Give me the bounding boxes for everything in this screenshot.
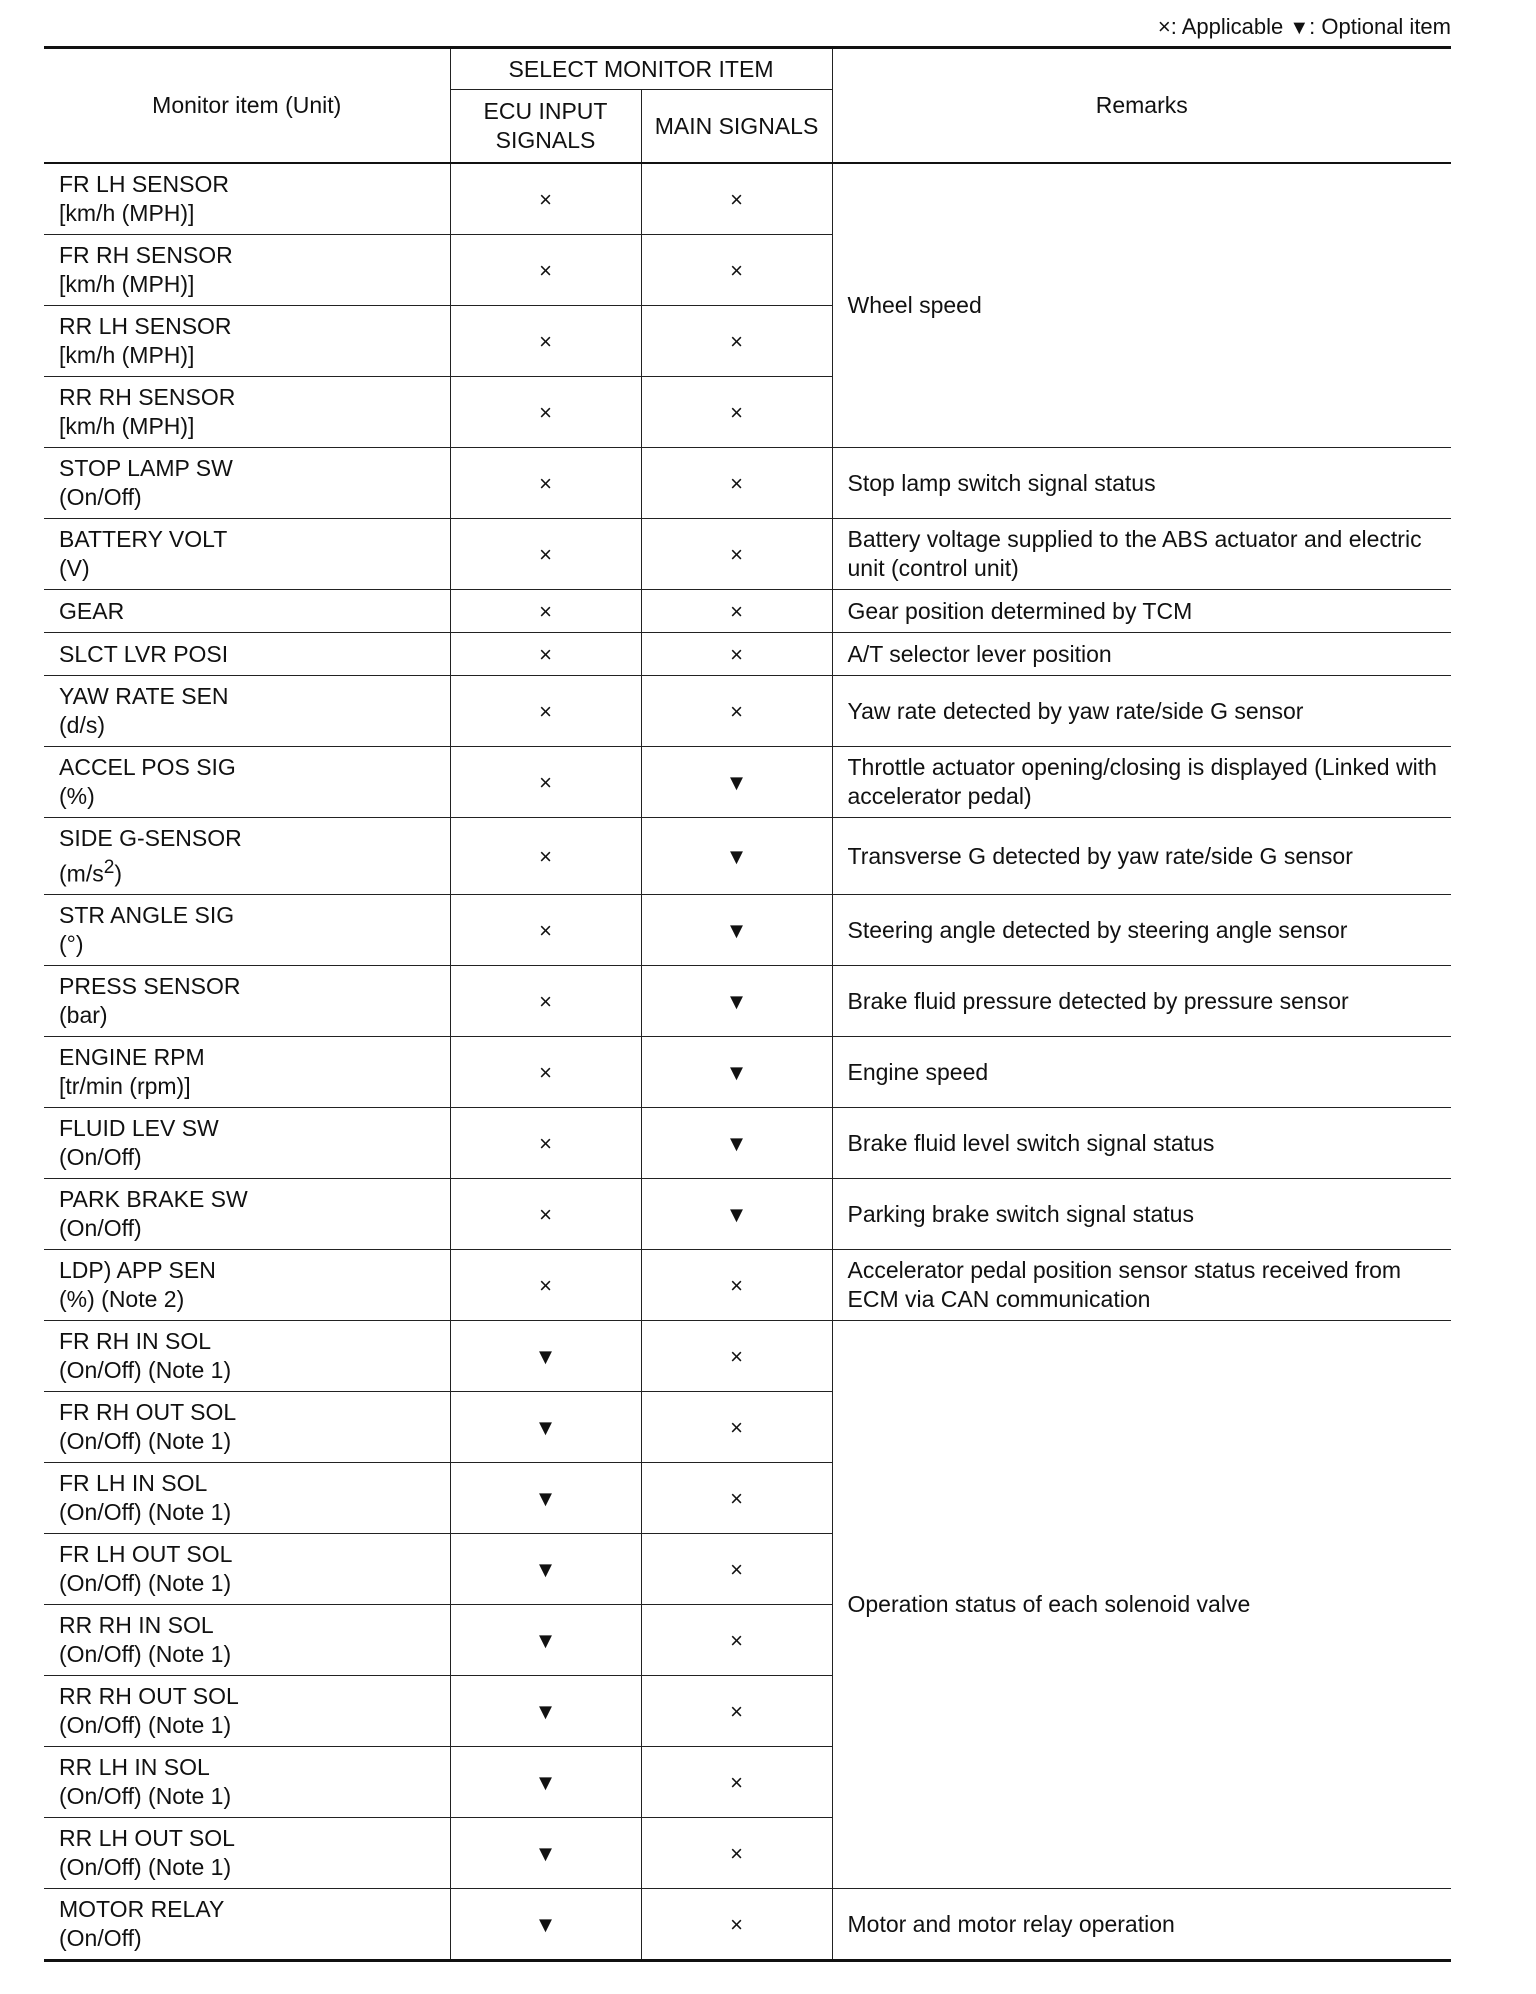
main-signals-mark — [641, 377, 832, 448]
main-signals-mark — [641, 818, 832, 895]
applicable-mark: × — [539, 1130, 552, 1156]
item-name: BATTERY VOLT — [59, 526, 228, 552]
main-signals-mark — [641, 1818, 832, 1889]
applicable-mark: × — [539, 541, 552, 567]
monitor-item-cell — [44, 1534, 450, 1605]
main-signals-mark — [641, 1179, 832, 1250]
applicable-mark: × — [730, 1698, 743, 1724]
main-signals-mark — [641, 1889, 832, 1961]
table-row — [44, 895, 1451, 966]
unit-part: ) — [114, 860, 123, 887]
ecu-input-mark — [450, 377, 641, 448]
item-name: RR RH IN SOL — [59, 1612, 214, 1638]
applicable-mark: × — [730, 328, 743, 354]
applicable-mark: × — [539, 1059, 552, 1085]
main-signals-mark — [641, 235, 832, 306]
header-remarks: Remarks — [832, 48, 1451, 164]
applicable-mark: × — [539, 1272, 552, 1298]
item-name: PARK BRAKE SW — [59, 1186, 248, 1212]
table-row — [44, 1179, 1451, 1250]
header-ecu-line-1: ECU INPUT — [483, 98, 608, 124]
applicable-mark: × — [539, 988, 552, 1014]
table-row — [44, 1108, 1451, 1179]
main-signals-mark — [641, 747, 832, 818]
item-name: RR LH OUT SOL — [59, 1825, 235, 1851]
item-name: RR RH OUT SOL — [59, 1683, 239, 1709]
monitor-item-cell — [44, 895, 450, 966]
monitor-item-cell — [44, 1463, 450, 1534]
applicable-mark: × — [730, 1911, 743, 1937]
item-unit: (On/Off) (Note 1) — [59, 1428, 232, 1454]
optional-mark: ▼ — [725, 1201, 748, 1227]
table-row — [44, 1250, 1451, 1321]
item-name: FR RH IN SOL — [59, 1328, 212, 1354]
header-select-monitor-item: SELECT MONITOR ITEM — [450, 48, 832, 90]
item-name: STR ANGLE SIG — [59, 902, 235, 928]
monitor-item-cell — [44, 519, 450, 590]
ecu-input-mark — [450, 1818, 641, 1889]
applicable-mark: × — [730, 186, 743, 212]
main-signals-mark — [641, 1250, 832, 1321]
main-signals-mark — [641, 1108, 832, 1179]
remark-cell: Parking brake switch signal status — [832, 1179, 1451, 1250]
applicable-mark: × — [539, 917, 552, 943]
monitor-item-cell — [44, 377, 450, 448]
item-unit: [km/h (MPH)] — [59, 200, 195, 226]
optional-mark: ▼ — [725, 917, 748, 943]
applicable-mark: × — [730, 1343, 743, 1369]
item-unit: (On/Off) (Note 1) — [59, 1783, 232, 1809]
main-signals-mark — [641, 966, 832, 1037]
monitor-item-cell — [44, 1818, 450, 1889]
remark-cell: Motor and motor relay operation — [832, 1889, 1451, 1961]
monitor-item-cell — [44, 306, 450, 377]
ecu-input-mark — [450, 519, 641, 590]
remark-cell — [832, 1250, 1451, 1321]
header-monitor-item: Monitor item (Unit) — [44, 48, 450, 164]
remark-cell: Stop lamp switch signal status — [832, 448, 1451, 519]
monitor-item-cell — [44, 676, 450, 747]
header-row — [44, 48, 1451, 90]
remark-cell: Transverse G detected by yaw rate/side G sensor — [832, 818, 1451, 895]
ecu-input-mark — [450, 1463, 641, 1534]
optional-mark: ▼ — [534, 1840, 557, 1866]
applicable-mark: × — [730, 1840, 743, 1866]
applicable-mark: × — [730, 1556, 743, 1582]
item-name: FR LH IN SOL — [59, 1470, 208, 1496]
applicable-mark: × — [730, 257, 743, 283]
remark-cell: Engine speed — [832, 1037, 1451, 1108]
ecu-input-mark — [450, 163, 641, 235]
ecu-input-mark — [450, 1108, 641, 1179]
ecu-input-mark — [450, 1605, 641, 1676]
item-name: LDP) APP SEN — [59, 1257, 216, 1283]
table-row — [44, 448, 1451, 519]
table-row — [44, 818, 1451, 895]
monitor-item-cell — [44, 590, 450, 633]
item-unit: (On/Off) (Note 1) — [59, 1570, 232, 1596]
item-name: RR LH SENSOR — [59, 313, 232, 339]
ecu-input-mark — [450, 1250, 641, 1321]
item-unit: [km/h (MPH)] — [59, 413, 195, 439]
remark-line-1: Accelerator pedal position sensor status received from — [847, 1257, 1402, 1283]
monitor-item-cell — [44, 1676, 450, 1747]
table-row — [44, 1321, 1451, 1392]
header-ecu-input-signals — [450, 90, 641, 164]
monitor-item-cell — [44, 633, 450, 676]
item-unit: [km/h (MPH)] — [59, 342, 195, 368]
optional-mark: ▼ — [534, 1485, 557, 1511]
ecu-input-mark — [450, 590, 641, 633]
item-unit: (d/s) — [59, 712, 105, 738]
remark-cell: Brake fluid level switch signal status — [832, 1108, 1451, 1179]
monitor-item-cell — [44, 966, 450, 1037]
applicable-mark: × — [539, 1201, 552, 1227]
optional-text: : Optional item — [1309, 14, 1451, 39]
applicable-mark: × — [539, 257, 552, 283]
applicable-mark: × — [539, 641, 552, 667]
ecu-input-mark — [450, 1392, 641, 1463]
remark-line-2: ECM via CAN communication — [847, 1286, 1151, 1312]
ecu-input-mark — [450, 818, 641, 895]
applicable-mark: × — [730, 1769, 743, 1795]
item-unit: (On/Off) (Note 1) — [59, 1499, 232, 1525]
item-name: SIDE G-SENSOR — [59, 824, 242, 851]
ecu-input-mark — [450, 1747, 641, 1818]
optional-mark: ▼ — [534, 1343, 557, 1369]
optional-mark: ▼ — [725, 988, 748, 1014]
applicable-mark: × — [730, 1414, 743, 1440]
table-row — [44, 676, 1451, 747]
ecu-input-mark — [450, 676, 641, 747]
symbol-legend — [1158, 14, 1451, 40]
applicable-mark: × — [730, 698, 743, 724]
monitor-item-cell — [44, 1889, 450, 1961]
applicable-mark: × — [730, 1627, 743, 1653]
item-unit: (On/Off) (Note 1) — [59, 1641, 232, 1667]
remark-line-1: Battery voltage supplied to the ABS actuator and electric — [847, 526, 1422, 552]
table-row — [44, 163, 1451, 235]
monitor-item-table — [44, 46, 1451, 1962]
item-name: GEAR — [59, 597, 125, 624]
monitor-item-cell — [44, 1250, 450, 1321]
optional-mark: ▼ — [725, 769, 748, 795]
ecu-input-mark — [450, 966, 641, 1037]
main-signals-mark — [641, 448, 832, 519]
item-unit: (On/Off) (Note 1) — [59, 1712, 232, 1738]
ecu-input-mark — [450, 633, 641, 676]
ecu-input-mark — [450, 448, 641, 519]
item-name: FR RH OUT SOL — [59, 1399, 237, 1425]
remark-cell: Brake fluid pressure detected by pressure sensor — [832, 966, 1451, 1037]
main-signals-mark — [641, 1747, 832, 1818]
remark-solenoid: Operation status of each solenoid valve — [832, 1321, 1451, 1889]
remark-cell: Steering angle detected by steering angle sensor — [832, 895, 1451, 966]
remark-line-2: accelerator pedal) — [847, 783, 1032, 809]
item-unit: [tr/min (rpm)] — [59, 1073, 191, 1099]
item-name: PRESS SENSOR — [59, 973, 241, 999]
applicable-mark: × — [730, 641, 743, 667]
item-name: FR RH SENSOR — [59, 242, 233, 268]
monitor-item-cell — [44, 1605, 450, 1676]
optional-symbol: ▼ — [1289, 17, 1310, 39]
main-signals-mark — [641, 163, 832, 235]
main-signals-mark — [641, 1605, 832, 1676]
remark-cell: Yaw rate detected by yaw rate/side G sensor — [832, 676, 1451, 747]
monitor-item-cell — [44, 747, 450, 818]
item-name: ENGINE RPM — [59, 1044, 205, 1070]
monitor-item-cell — [44, 235, 450, 306]
main-signals-mark — [641, 306, 832, 377]
monitor-item-cell — [44, 163, 450, 235]
monitor-item-cell — [44, 1037, 450, 1108]
item-unit: [km/h (MPH)] — [59, 271, 195, 297]
remark-cell — [832, 519, 1451, 590]
applicable-mark: × — [730, 541, 743, 567]
unit-part: (m/s — [59, 860, 104, 887]
ecu-input-mark — [450, 1037, 641, 1108]
optional-mark: ▼ — [725, 1059, 748, 1085]
main-signals-mark — [641, 1534, 832, 1605]
header-main-signals: MAIN SIGNALS — [641, 90, 832, 164]
applicable-mark: × — [539, 598, 552, 624]
remark-cell — [832, 747, 1451, 818]
item-unit: (%) (Note 2) — [59, 1286, 185, 1312]
applicable-mark: × — [539, 470, 552, 496]
applicable-mark: × — [539, 186, 552, 212]
item-unit: (On/Off) (Note 1) — [59, 1854, 232, 1880]
ecu-input-mark — [450, 1534, 641, 1605]
item-unit: (V) — [59, 555, 90, 581]
ecu-input-mark — [450, 235, 641, 306]
item-name: ACCEL POS SIG — [59, 754, 236, 780]
optional-mark: ▼ — [534, 1556, 557, 1582]
optional-mark: ▼ — [725, 1130, 748, 1156]
ecu-input-mark — [450, 895, 641, 966]
item-unit: (On/Off) — [59, 1925, 142, 1951]
remark-wheel-speed: Wheel speed — [832, 163, 1451, 448]
ecu-input-mark — [450, 747, 641, 818]
main-signals-mark — [641, 633, 832, 676]
table-row — [44, 519, 1451, 590]
main-signals-mark — [641, 676, 832, 747]
main-signals-mark — [641, 1321, 832, 1392]
table-row — [44, 1037, 1451, 1108]
main-signals-mark — [641, 519, 832, 590]
item-name: YAW RATE SEN — [59, 683, 229, 709]
monitor-item-cell — [44, 1747, 450, 1818]
ecu-input-mark — [450, 1889, 641, 1961]
remark-line-2: unit (control unit) — [847, 555, 1019, 581]
applicable-mark: × — [539, 698, 552, 724]
applicable-mark: × — [539, 769, 552, 795]
main-signals-mark — [641, 1037, 832, 1108]
monitor-item-cell — [44, 1108, 450, 1179]
applicable-mark: × — [539, 399, 552, 425]
item-unit: (°) — [59, 931, 84, 957]
monitor-item-cell — [44, 1392, 450, 1463]
applicable-mark: × — [730, 598, 743, 624]
remark-line-1: Throttle actuator opening/closing is displayed (Linked with — [847, 754, 1437, 780]
main-signals-mark — [641, 1392, 832, 1463]
table-row — [44, 590, 1451, 633]
header-ecu-line-2: SIGNALS — [495, 127, 596, 153]
optional-mark: ▼ — [725, 843, 748, 869]
ecu-input-mark — [450, 1179, 641, 1250]
applicable-mark: × — [539, 328, 552, 354]
remark-cell: Gear position determined by TCM — [832, 590, 1451, 633]
optional-mark: ▼ — [534, 1769, 557, 1795]
table-row — [44, 966, 1451, 1037]
table-row — [44, 1889, 1451, 1961]
item-unit: (On/Off) — [59, 1144, 142, 1170]
table-row — [44, 747, 1451, 818]
item-name: MOTOR RELAY — [59, 1896, 225, 1922]
item-unit — [59, 853, 450, 889]
remark-cell: A/T selector lever position — [832, 633, 1451, 676]
item-unit: (bar) — [59, 1002, 108, 1028]
item-unit: (On/Off) (Note 1) — [59, 1357, 232, 1383]
monitor-item-cell — [44, 818, 450, 895]
item-unit: (On/Off) — [59, 1215, 142, 1241]
unit-superscript: 2 — [103, 856, 115, 878]
item-name: STOP LAMP SW — [59, 455, 233, 481]
applicable-mark: × — [730, 399, 743, 425]
applicable-mark: × — [539, 843, 552, 869]
monitor-item-cell — [44, 1179, 450, 1250]
applicable-mark: × — [730, 1485, 743, 1511]
item-name: SLCT LVR POSI — [59, 640, 229, 667]
item-name: FR LH OUT SOL — [59, 1541, 233, 1567]
optional-mark: ▼ — [534, 1627, 557, 1653]
main-signals-mark — [641, 895, 832, 966]
optional-mark: ▼ — [534, 1911, 557, 1937]
item-name: RR LH IN SOL — [59, 1754, 210, 1780]
main-signals-mark — [641, 590, 832, 633]
monitor-item-cell — [44, 448, 450, 519]
table-row — [44, 633, 1451, 676]
main-signals-mark — [641, 1676, 832, 1747]
applicable-mark: × — [730, 1272, 743, 1298]
item-unit: (On/Off) — [59, 484, 142, 510]
item-name: RR RH SENSOR — [59, 384, 236, 410]
optional-mark: ▼ — [534, 1698, 557, 1724]
ecu-input-mark — [450, 1321, 641, 1392]
optional-mark: ▼ — [534, 1414, 557, 1440]
ecu-input-mark — [450, 306, 641, 377]
applicable-symbol: × — [1157, 14, 1171, 39]
applicable-mark: × — [730, 470, 743, 496]
monitor-item-cell — [44, 1321, 450, 1392]
main-signals-mark — [641, 1463, 832, 1534]
applicable-text: : Applicable — [1170, 14, 1290, 39]
item-name: FR LH SENSOR — [59, 171, 229, 197]
item-name: FLUID LEV SW — [59, 1115, 219, 1141]
ecu-input-mark — [450, 1676, 641, 1747]
item-unit: (%) — [59, 783, 95, 809]
